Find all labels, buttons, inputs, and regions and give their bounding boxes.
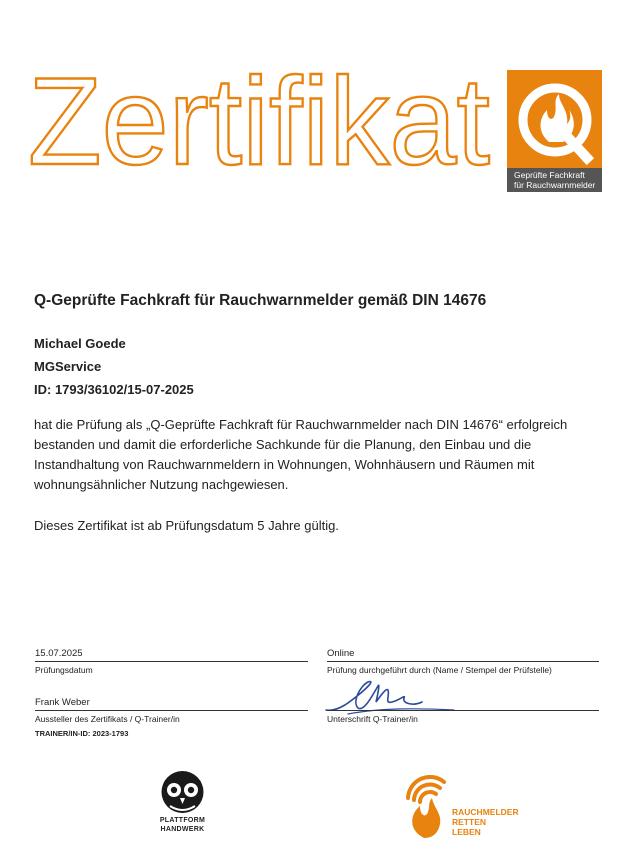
q-certification-badge (507, 70, 602, 192)
rauchmelder-line2: RETTEN (452, 817, 486, 827)
issuer-label: Aussteller des Zertifikats / Q-Trainer/in (35, 714, 180, 724)
certificate-heading: Q-Geprüfte Fachkraft für Rauchwarnmelder gemäß DIN 14676 (34, 292, 487, 309)
holder-name: Michael Goede (34, 336, 126, 351)
holder-company: MGService (34, 359, 102, 374)
owl-icon (150, 770, 215, 818)
conducted-by-label: Prüfung durchgeführt durch (Name / Stempel der Prüfstelle) (327, 665, 552, 675)
rauchmelder-line1: RAUCHMELDER (452, 807, 519, 817)
q-flame-icon (507, 70, 602, 170)
issuer-line (35, 710, 308, 711)
issuer-value: Frank Weber (35, 697, 90, 708)
badge-caption (507, 168, 602, 192)
certificate-title-graphic (28, 66, 498, 176)
signature-graphic (318, 672, 458, 720)
plattform-line2: HANDWERK (160, 826, 205, 833)
plattform-handwerk-logo (150, 770, 215, 840)
exam-date-line (35, 661, 308, 662)
exam-date-value: 15.07.2025 (35, 648, 83, 659)
flame-waves-icon (398, 768, 454, 840)
conducted-by-line (327, 661, 599, 662)
rauchmelder-retten-leben-logo (398, 768, 533, 840)
certificate-statement: hat die Prüfung als „Q-Geprüfte Fachkraft für Rauchwarnmelder nach DIN 14676“ erfolgreich bestanden und damit die erforderliche Sachkunde für die Planung, den Einbau und die Instandhaltung von Rauchwarnmeldern in Wohnungen, Wohnhäusern und Räumen mit wohnungsähnlicher Nutzung nachgewiesen. (34, 417, 568, 492)
certificate-title (28, 66, 498, 176)
certificate-id: ID: 1793/36102/15-07-2025 (34, 382, 194, 397)
certificate-title-text: Zertifikat (28, 66, 490, 176)
exam-date-label: Prüfungsdatum (35, 665, 93, 675)
signature-line (327, 710, 599, 711)
certificate-validity: Dieses Zertifikat ist ab Prüfungsdatum 5 Jahre gültig. (34, 518, 339, 533)
plattform-line1: PLATTFORM (159, 817, 206, 824)
rauchmelder-line3: LEBEN (452, 827, 481, 837)
conducted-by-value: Online (327, 648, 355, 659)
trainer-id: TRAINER/IN-ID: 2023-1793 (35, 729, 129, 738)
signature-label: Unterschrift Q-Trainer/in (327, 714, 418, 724)
badge-caption-line2: für Rauchwarnmelder (514, 180, 596, 190)
badge-caption-line1: Geprüfte Fachkraft (514, 170, 585, 180)
